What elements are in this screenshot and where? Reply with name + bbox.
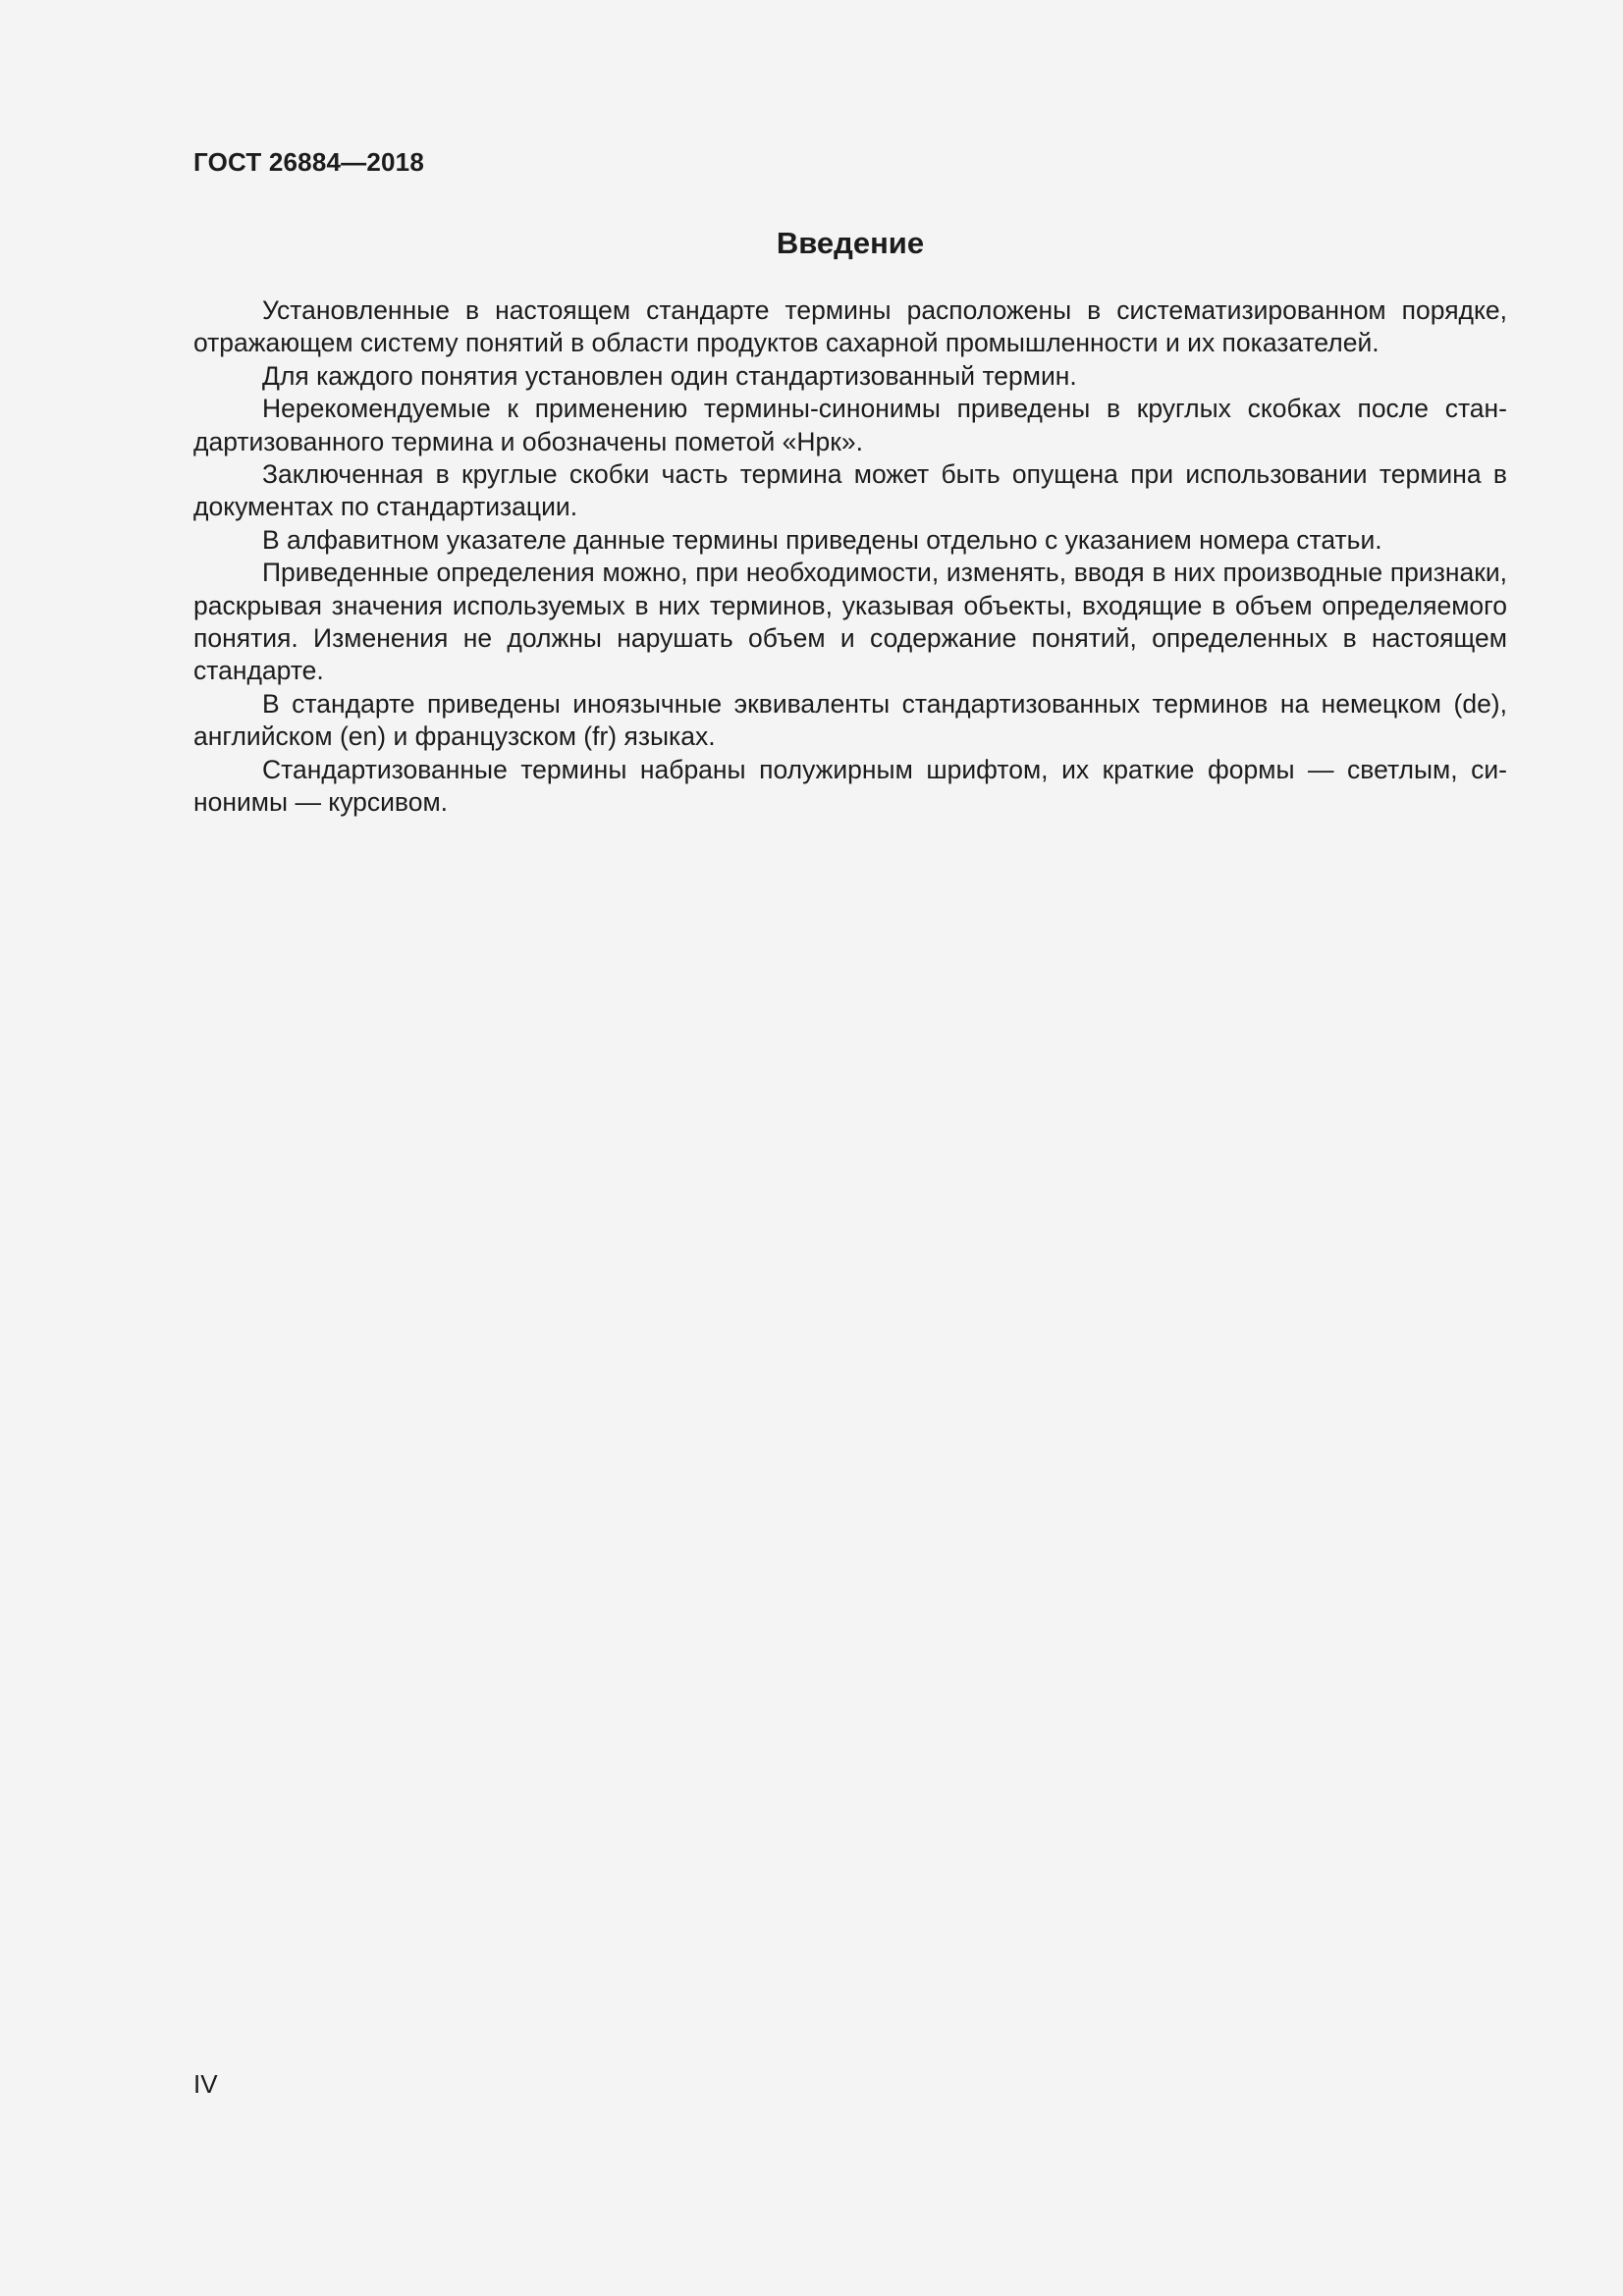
paragraph-7: В стандарте приведены иноязычные эквиваленты стандартизованных терминов на немецком (de), английском (en) и французском (fr) языках. xyxy=(193,688,1507,752)
page-number: IV xyxy=(193,2069,218,2099)
paragraph-1: Установленные в настоящем стандарте термины расположены в систематизированном порядке, отражающем систему понятий в области продуктов сахарной промышленности и их показателей. xyxy=(193,295,1507,358)
section-title: Введение xyxy=(776,226,925,260)
introduction-body xyxy=(193,294,1507,820)
paragraph-3: Нерекомендуемые к применению термины-синонимы приведены в круглых скобках после стандартизованного термина и обозначены пометой «Нрк». xyxy=(193,394,1507,456)
standard-code: ГОСТ 26884—2018 xyxy=(193,147,424,177)
paragraph-8: Стандартизованные термины набраны полужирным шрифтом, их краткие формы — светлым, синонимы — курсивом. xyxy=(193,754,1507,818)
paragraph-2: Для каждого понятия установлен один стандартизованный термин. xyxy=(262,360,1077,391)
paragraph-6: Приведенные определения можно, при необходимости, изменять, вводя в них производные признаки, раскрывая значения используемых в них терминов, указывая объекты, входящие в объем определяемого понятия. Изменения не должны нарушать объем и содержание понятий, определенных в настоящем стандарте. xyxy=(193,558,1507,686)
paragraph-4: Заключенная в круглые скобки часть термина может быть опущена при использовании термина в документах по стандартизации. xyxy=(193,459,1507,522)
paragraph-5: В алфавитном указателе данные термины приведены отдельно с указанием номера статьи. xyxy=(262,524,1382,555)
